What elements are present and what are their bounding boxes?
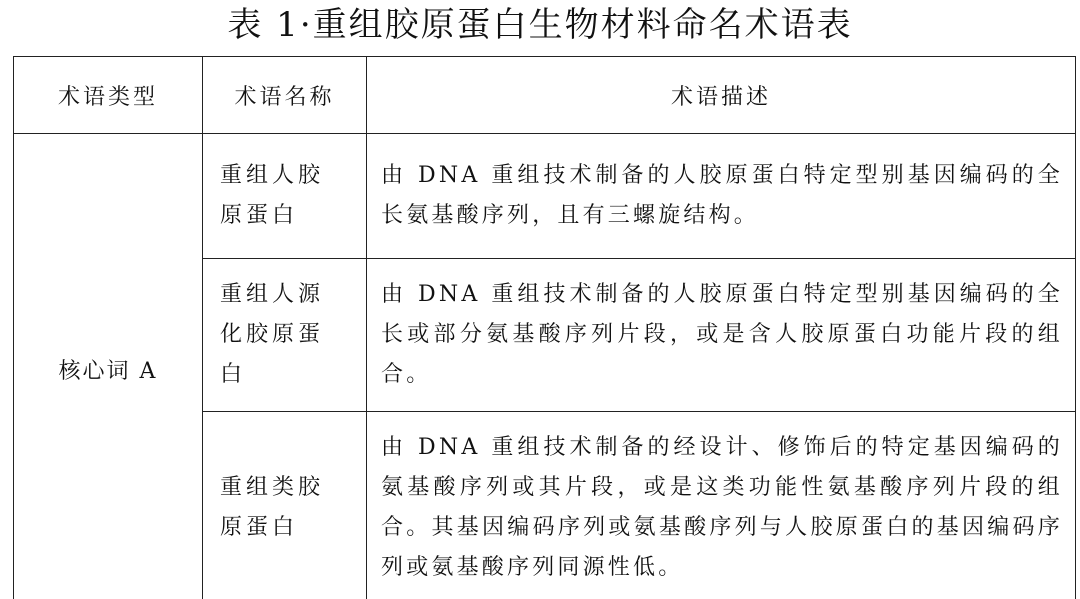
category-cell: 核心词 A bbox=[14, 134, 203, 599]
term-name-cell: 重组类胶原蛋白 bbox=[203, 412, 367, 599]
header-term-name: 术语名称 bbox=[203, 57, 367, 134]
term-description-cell: 由 DNA 重组技术制备的经设计、修饰后的特定基因编码的氨基酸序列或其片段，或是这类功能性氨基酸序列片段的组合。其基因编码序列或氨基酸序列与人胶原蛋白的基因编码序列或氨基酸序列同源性低。 bbox=[367, 412, 1076, 599]
term-name-cell: 重组人胶原蛋白 bbox=[203, 134, 367, 259]
term-description-cell: 由 DNA 重组技术制备的人胶原蛋白特定型别基因编码的全长氨基酸序列，且有三螺旋结构。 bbox=[367, 134, 1076, 259]
header-term-type: 术语类型 bbox=[14, 57, 203, 134]
table-header-row bbox=[14, 57, 1076, 134]
term-name-cell: 重组人源化胶原蛋白 bbox=[203, 259, 367, 412]
header-term-description: 术语描述 bbox=[367, 57, 1076, 134]
table-row bbox=[14, 134, 1076, 259]
term-description-cell: 由 DNA 重组技术制备的人胶原蛋白特定型别基因编码的全长或部分氨基酸序列片段，或是含人胶原蛋白功能片段的组合。 bbox=[367, 259, 1076, 412]
terminology-table bbox=[13, 56, 1076, 599]
table-title: 表 1·重组胶原蛋白生物材料命名术语表 bbox=[227, 5, 853, 45]
